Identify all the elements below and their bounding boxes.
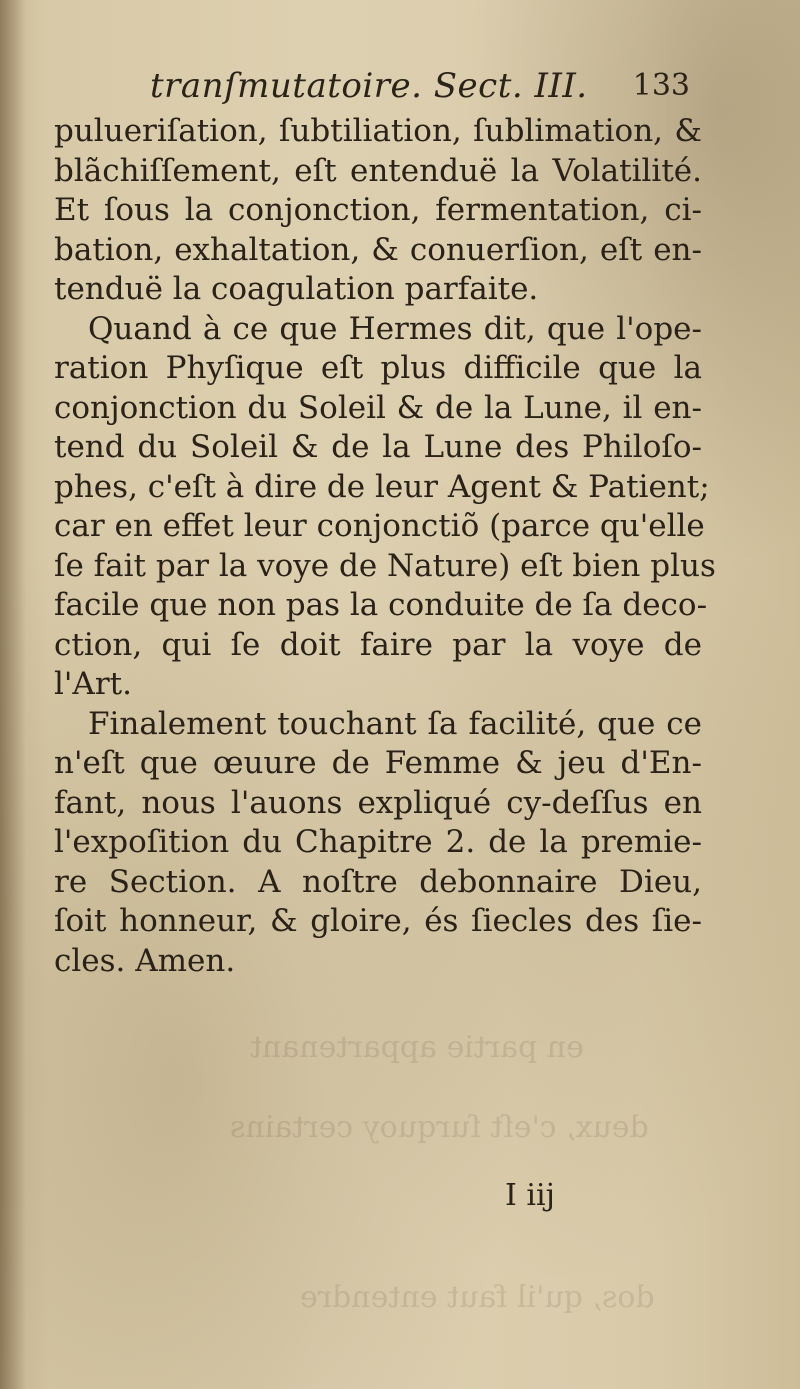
text-line: facile que non pas la conduite de ſa deco-	[54, 587, 708, 623]
text-line: Quand à ce que Hermes dit, que l'ope-	[88, 310, 702, 347]
text-line: blãchiſſement, eſt entenduë la Volatilité.	[54, 152, 702, 189]
text-line: bation, exhaltation, & conuerſion, eſt en-	[54, 231, 702, 268]
text-line: phes, c'eſt à dire de leur Agent & Patient;	[54, 468, 710, 505]
text-line: l'Art.	[54, 666, 132, 702]
spine-shadow	[0, 0, 26, 1389]
text-line: conjonction du Soleil & de la Lune, il en-	[54, 389, 702, 426]
show-through-text: en partie appartenant	[250, 1030, 584, 1065]
text-line: tenduë la coagulation parfaite.	[54, 271, 539, 307]
text-line: re Section. A noſtre debonnaire Dieu,	[54, 863, 702, 900]
text-line: Et ſous la conjonction, fermentation, ci-	[54, 192, 702, 228]
text-line: n'eſt que œuure de Femme & jeu d'En-	[54, 745, 702, 781]
text-line: ration Phyſique eſt plus difficile que la	[54, 350, 702, 386]
text-line: ſoit honneur, & gloire, és ſiecles des ſie-	[54, 903, 702, 939]
text-line: ction, qui ſe doit faire par la voye de	[54, 626, 702, 663]
signature-mark: I iij	[505, 1178, 555, 1213]
text-line: cles. Amen.	[54, 942, 236, 979]
text-line: Finalement touchant ſa facilité, que ce	[88, 705, 702, 742]
text-line: pulueriſation, ſubtiliation, ſublimation, &	[54, 113, 702, 149]
text-line: ſe fait par la voye de Nature) eſt bien plus	[54, 547, 716, 584]
text-line: tend du Soleil & de la Lune des Philoſo-	[54, 429, 702, 465]
body-text	[54, 112, 716, 981]
text-line: car en effet leur conjonctiõ (parce qu'elle	[54, 508, 705, 544]
show-through-text: deux, c'eſt ſurquoy certains	[230, 1110, 649, 1145]
text-line: l'expoſition du Chapitre 2. de la premie-	[54, 824, 702, 860]
running-head	[150, 60, 690, 110]
page-number: 133	[632, 68, 690, 103]
running-title: tranſmutatoire. Sect. III.	[150, 66, 588, 106]
text-line: fant, nous l'auons expliqué cy-deſſus en	[54, 784, 702, 821]
show-through-text: dos, qu'il faut entendre	[300, 1280, 655, 1315]
